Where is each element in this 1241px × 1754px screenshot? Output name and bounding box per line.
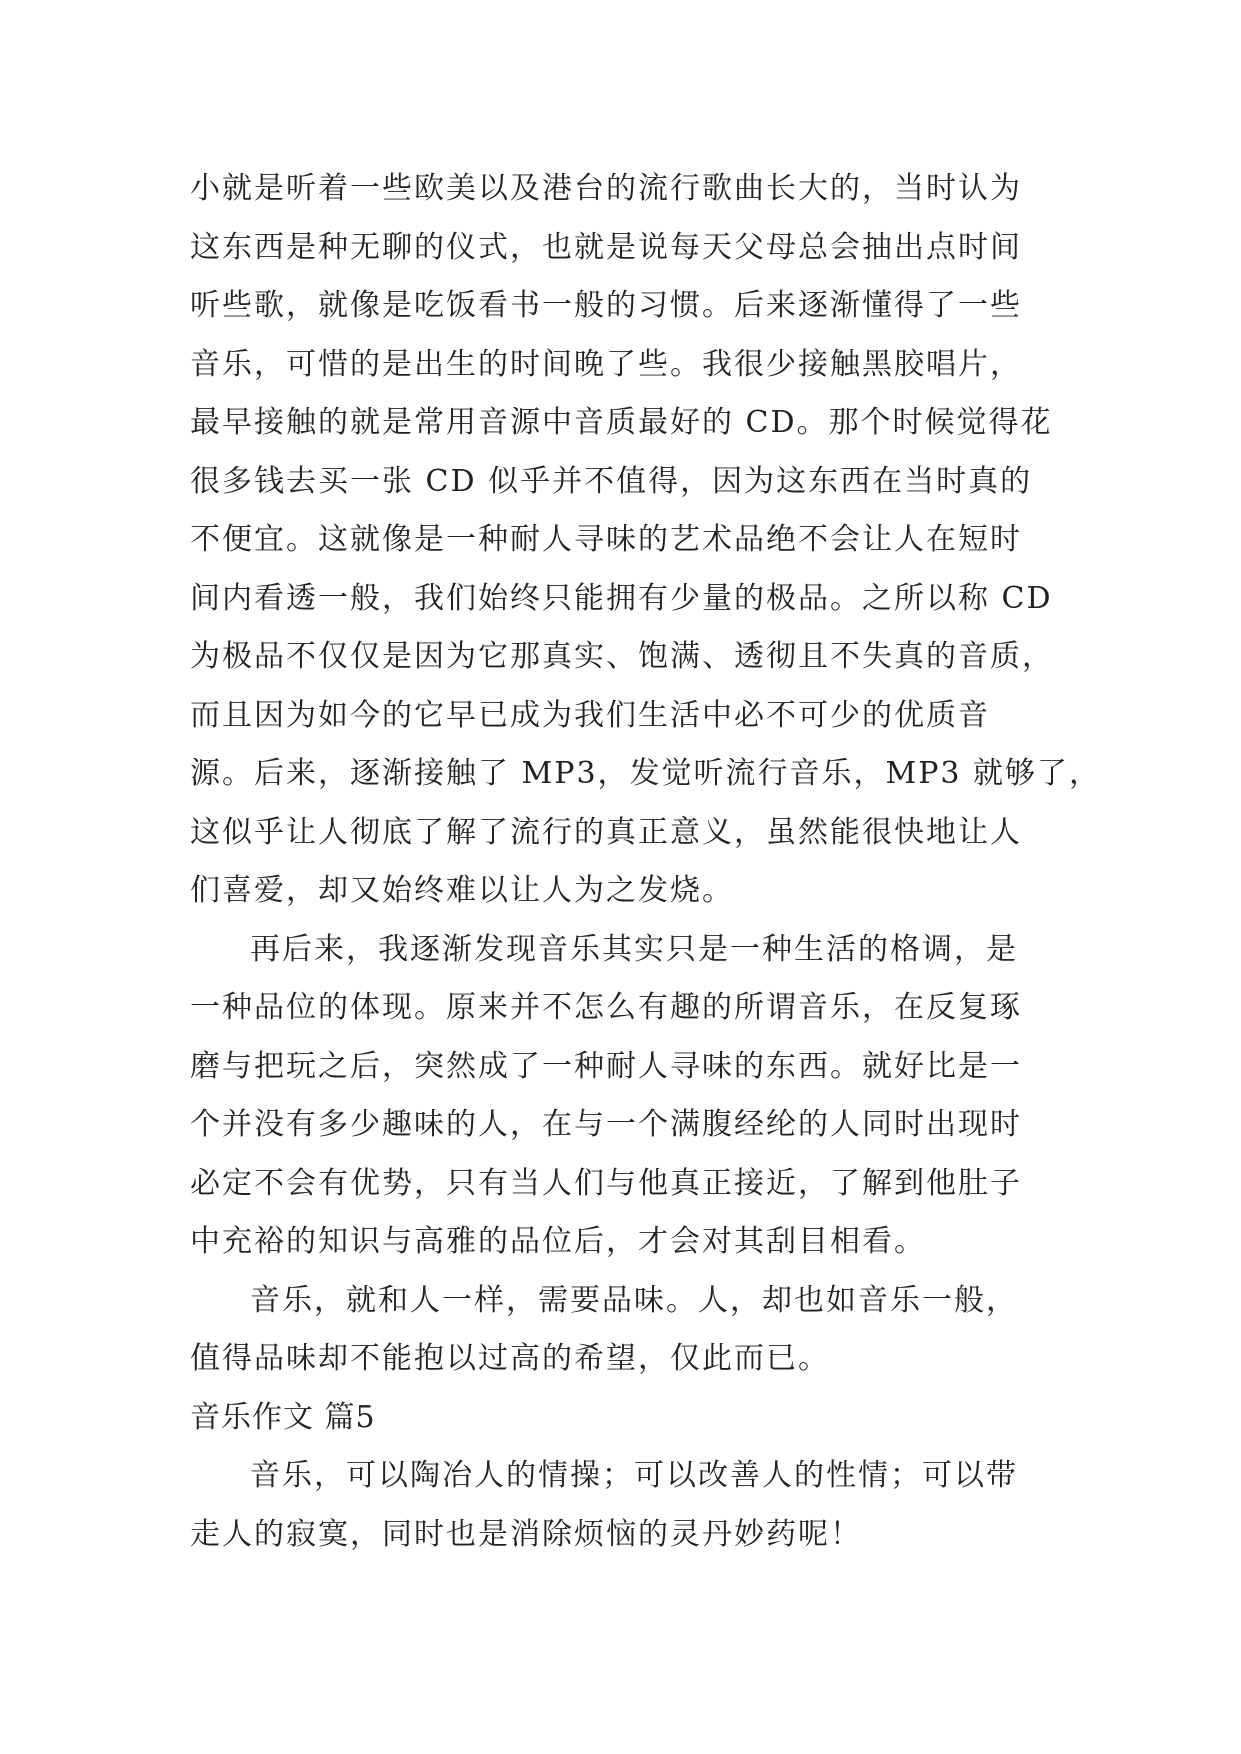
paragraph-line: 磨与把玩之后，突然成了一种耐人寻味的东西。就好比是一 (190, 1048, 1022, 1084)
paragraph-line: 音乐，就和人一样，需要品味。人，却也如音乐一般， (250, 1282, 1018, 1318)
paragraph-line: 间内看透一般，我们始终只能拥有少量的极品。之所以称 CD (190, 580, 1053, 616)
paragraph-line: 这似乎让人彻底了解了流行的真正意义，虽然能很快地让人 (190, 814, 1022, 850)
document-body (190, 160, 1102, 1564)
paragraph-line: 不便宜。这就像是一种耐人寻味的艺术品绝不会让人在短时 (190, 522, 1022, 557)
paragraph-line: 听些歌，就像是吃饭看书一般的习惯。后来逐渐懂得了一些 (190, 288, 1022, 323)
paragraph-line: 一种品位的体现。原来并不怎么有趣的所谓音乐，在反复琢 (190, 990, 1022, 1025)
paragraph-4 (190, 1447, 1060, 1564)
paragraph-line: 而且因为如今的它早已成为我们生活中必不可少的优质音 (190, 697, 990, 733)
paragraph-line: 为极品不仅仅是因为它那真实、饱满、透彻且不失真的音质， (190, 639, 1054, 674)
paragraph-3 (190, 1272, 1060, 1389)
paragraph-line: 必定不会有优势，只有当人们与他真正接近，了解到他肚子 (190, 1165, 1022, 1201)
paragraph-line: 中充裕的知识与高雅的品位后，才会对其刮目相看。 (190, 1224, 926, 1259)
paragraph-1 (190, 160, 1102, 921)
paragraph-line: 走人的寂寞，同时也是消除烦恼的灵丹妙药呢！ (190, 1516, 862, 1552)
paragraph-line: 源。后来，逐渐接触了 MP3，发觉听流行音乐，MP3 就够了， (190, 756, 1102, 791)
paragraph-line: 值得品味却不能抱以过高的希望，仅此而已。 (190, 1341, 830, 1376)
paragraph-2 (190, 921, 1060, 1272)
paragraph-line: 个并没有多少趣味的人，在与一个满腹经纶的人同时出现时 (190, 1107, 1022, 1142)
paragraph-line: 音乐，可惜的是出生的时间晚了些。我很少接触黑胶唱片， (190, 346, 1022, 382)
section-heading: 音乐作文 篇5 (190, 1399, 376, 1435)
paragraph-line: 很多钱去买一张 CD 似乎并不值得，因为这东西在当时真的 (190, 463, 1033, 499)
paragraph-line: 音乐，可以陶冶人的情操；可以改善人的性情；可以带 (250, 1458, 1018, 1493)
paragraph-line: 再后来，我逐渐发现音乐其实只是一种生活的格调，是 (250, 931, 1018, 967)
paragraph-line: 最早接触的就是常用音源中音质最好的 CD。那个时候觉得花 (190, 405, 1053, 440)
paragraph-line: 这东西是种无聊的仪式，也就是说每天父母总会抽出点时间 (190, 229, 1022, 265)
paragraph-line: 们喜爱，却又始终难以让人为之发烧。 (190, 873, 734, 908)
paragraph-line: 小就是听着一些欧美以及港台的流行歌曲长大的，当时认为 (190, 171, 1022, 206)
